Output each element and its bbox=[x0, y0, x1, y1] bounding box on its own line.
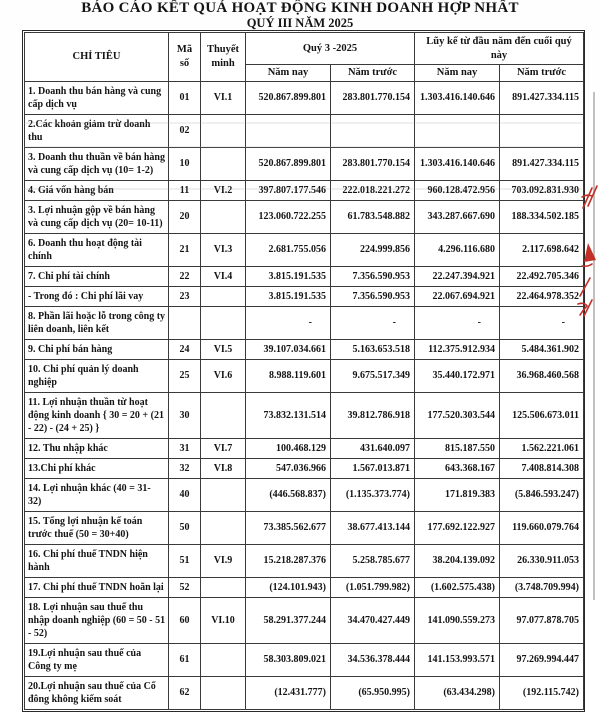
row-ytd-prior: 26.330.911.053 bbox=[500, 544, 584, 577]
row-ytd-current: 643.368.167 bbox=[415, 458, 500, 478]
table-row bbox=[25, 81, 584, 114]
row-note bbox=[201, 392, 246, 438]
header-cumulative-group: Lũy kế từ đầu năm đến cuối quý này bbox=[415, 33, 584, 65]
row-code: 51 bbox=[169, 544, 201, 577]
row-ytd-prior: 7.408.814.308 bbox=[500, 458, 584, 478]
row-note: VI.6 bbox=[201, 359, 246, 392]
table-row bbox=[25, 511, 584, 544]
row-label: 16. Chi phí thuế TNDN hiện hành bbox=[25, 544, 169, 577]
row-label: 3. Doanh thu thuần về bán hàng và cung cấp dịch vụ (10= 1-2) bbox=[25, 147, 169, 180]
row-quarter-current: 2.681.755.056 bbox=[246, 233, 331, 266]
row-quarter-current: 547.036.966 bbox=[246, 458, 331, 478]
row-ytd-current bbox=[415, 114, 500, 147]
row-ytd-current: 815.187.550 bbox=[415, 438, 500, 458]
row-ytd-prior: (192.115.742) bbox=[500, 676, 584, 709]
table-row bbox=[25, 266, 584, 286]
row-quarter-prior: 1.567.013.871 bbox=[331, 458, 415, 478]
row-ytd-current: 141.153.993.571 bbox=[415, 643, 500, 676]
row-quarter-current: 8.988.119.601 bbox=[246, 359, 331, 392]
row-quarter-prior bbox=[331, 114, 415, 147]
row-quarter-current: (12.431.777) bbox=[246, 676, 331, 709]
row-label: 8. Phần lãi hoặc lỗ trong công ty liên doanh, liên kết bbox=[25, 306, 169, 339]
row-note bbox=[201, 147, 246, 180]
row-ytd-current: 343.287.667.690 bbox=[415, 200, 500, 233]
row-ytd-prior: (3.748.709.994) bbox=[500, 577, 584, 597]
row-quarter-prior: (1.051.799.982) bbox=[331, 577, 415, 597]
row-note: VI.7 bbox=[201, 438, 246, 458]
row-quarter-current: (124.101.943) bbox=[246, 577, 331, 597]
row-label: 1. Doanh thu bán hàng và cung cấp dịch vụ bbox=[25, 81, 169, 114]
row-label: 9. Chi phí bán hàng bbox=[25, 339, 169, 359]
row-code: 32 bbox=[169, 458, 201, 478]
row-note: VI.10 bbox=[201, 597, 246, 643]
row-quarter-current: 520.867.899.801 bbox=[246, 147, 331, 180]
row-label: 20.Lợi nhuận sau thuế của Cổ đông không kiểm soát bbox=[25, 676, 169, 709]
table-row bbox=[25, 147, 584, 180]
row-quarter-prior: 61.783.548.882 bbox=[331, 200, 415, 233]
row-label: 12. Thu nhập khác bbox=[25, 438, 169, 458]
row-code: 50 bbox=[169, 511, 201, 544]
row-quarter-prior: 431.640.097 bbox=[331, 438, 415, 458]
row-label: 4. Giá vốn hàng bán bbox=[25, 180, 169, 200]
row-quarter-prior: 38.677.413.144 bbox=[331, 511, 415, 544]
row-ytd-current: 22.067.694.921 bbox=[415, 286, 500, 306]
row-ytd-prior: 36.968.460.568 bbox=[500, 359, 584, 392]
table-row bbox=[25, 286, 584, 306]
row-code: 23 bbox=[169, 286, 201, 306]
table-row bbox=[25, 180, 584, 200]
row-note bbox=[201, 676, 246, 709]
row-ytd-prior: 2.117.698.642 bbox=[500, 233, 584, 266]
row-quarter-current: 73.832.131.514 bbox=[246, 392, 331, 438]
row-quarter-current: (446.568.837) bbox=[246, 478, 331, 511]
row-label: 18. Lợi nhuận sau thuế thu nhập doanh nghiệp (60 = 50 - 51 - 52) bbox=[25, 597, 169, 643]
header-cumulative-nam-truoc: Năm trước bbox=[500, 65, 584, 82]
row-ytd-current: 177.520.303.544 bbox=[415, 392, 500, 438]
row-code: 20 bbox=[169, 200, 201, 233]
row-quarter-prior: 39.812.786.918 bbox=[331, 392, 415, 438]
header-ma-so: Mã số bbox=[169, 33, 201, 82]
row-ytd-prior: 125.506.673.011 bbox=[500, 392, 584, 438]
row-ytd-current: 177.692.122.927 bbox=[415, 511, 500, 544]
header-chi-tieu: CHỈ TIÊU bbox=[25, 33, 169, 82]
row-ytd-prior: 22.464.978.352 bbox=[500, 286, 584, 306]
row-quarter-prior: 9.675.517.349 bbox=[331, 359, 415, 392]
scan-streak bbox=[24, 146, 582, 148]
report-title: BÁO CÁO KẾT QUẢ HOẠT ĐỘNG KINH DOANH HỢP NHẤT bbox=[81, 0, 519, 16]
row-label: 6. Doanh thu hoạt động tài chính bbox=[25, 233, 169, 266]
table-row bbox=[25, 676, 584, 709]
table-row bbox=[25, 339, 584, 359]
row-ytd-current: (1.602.575.438) bbox=[415, 577, 500, 597]
row-ytd-current: 4.296.116.680 bbox=[415, 233, 500, 266]
row-quarter-prior: 34.536.378.444 bbox=[331, 643, 415, 676]
row-ytd-prior: - bbox=[500, 306, 584, 339]
row-code: 01 bbox=[169, 81, 201, 114]
scan-streak bbox=[24, 188, 582, 190]
row-note bbox=[201, 643, 246, 676]
row-note: VI.8 bbox=[201, 458, 246, 478]
row-ytd-current: 35.440.172.971 bbox=[415, 359, 500, 392]
table-row bbox=[25, 577, 584, 597]
row-label: 3. Lợi nhuận gộp về bán hàng và cung cấp dịch vụ (20= 10-11) bbox=[25, 200, 169, 233]
row-quarter-prior: 5.163.653.518 bbox=[331, 339, 415, 359]
row-ytd-current: 171.819.383 bbox=[415, 478, 500, 511]
row-ytd-prior: 703.092.831.930 bbox=[500, 180, 584, 200]
table-body bbox=[25, 81, 584, 709]
row-quarter-current: - bbox=[246, 306, 331, 339]
row-ytd-current: 141.090.559.273 bbox=[415, 597, 500, 643]
table-row bbox=[25, 233, 584, 266]
table-row bbox=[25, 359, 584, 392]
row-code: 11 bbox=[169, 180, 201, 200]
table-header bbox=[25, 33, 584, 82]
row-note: VI.2 bbox=[201, 180, 246, 200]
row-label: 7. Chi phí tài chính bbox=[25, 266, 169, 286]
row-quarter-prior: 283.801.770.154 bbox=[331, 147, 415, 180]
row-note bbox=[201, 200, 246, 233]
row-code: 25 bbox=[169, 359, 201, 392]
row-ytd-prior: (5.846.593.247) bbox=[500, 478, 584, 511]
table-row bbox=[25, 478, 584, 511]
row-quarter-prior: 7.356.590.953 bbox=[331, 286, 415, 306]
row-quarter-prior: 7.356.590.953 bbox=[331, 266, 415, 286]
row-ytd-prior: 5.484.361.902 bbox=[500, 339, 584, 359]
header-quarter-nam-nay: Năm nay bbox=[246, 65, 331, 82]
header-thuyet-minh: Thuyết minh bbox=[201, 33, 246, 82]
row-ytd-prior: 119.660.079.764 bbox=[500, 511, 584, 544]
row-label: 15. Tổng lợi nhuận kế toán trước thuế (50 = 30+40) bbox=[25, 511, 169, 544]
row-code: 30 bbox=[169, 392, 201, 438]
row-ytd-prior: 22.492.705.346 bbox=[500, 266, 584, 286]
row-label: 13.Chi phí khác bbox=[25, 458, 169, 478]
row-quarter-current bbox=[246, 114, 331, 147]
row-ytd-prior: 188.334.502.185 bbox=[500, 200, 584, 233]
row-note bbox=[201, 511, 246, 544]
row-quarter-current: 58.291.377.244 bbox=[246, 597, 331, 643]
row-note: VI.5 bbox=[201, 339, 246, 359]
table-row bbox=[25, 438, 584, 458]
row-quarter-prior: 224.999.856 bbox=[331, 233, 415, 266]
report-subtitle: QUÝ III NĂM 2025 bbox=[246, 16, 354, 30]
row-quarter-prior: (1.135.373.774) bbox=[331, 478, 415, 511]
row-ytd-current: 960.128.472.956 bbox=[415, 180, 500, 200]
row-quarter-current: 520.867.899.801 bbox=[246, 81, 331, 114]
row-label: 19.Lợi nhuận sau thuế của Công ty mẹ bbox=[25, 643, 169, 676]
row-ytd-prior: 1.562.221.061 bbox=[500, 438, 584, 458]
row-label: 10. Chi phí quản lý doanh nghiệp bbox=[25, 359, 169, 392]
table-row bbox=[25, 544, 584, 577]
header-cumulative-nam-nay: Năm nay bbox=[415, 65, 500, 82]
row-note: VI.3 bbox=[201, 233, 246, 266]
header-quarter-group: Quý 3 -2025 bbox=[246, 33, 415, 65]
row-ytd-prior: 891.427.334.115 bbox=[500, 81, 584, 114]
row-code: 62 bbox=[169, 676, 201, 709]
table-row bbox=[25, 114, 584, 147]
row-code: 61 bbox=[169, 643, 201, 676]
row-ytd-prior: 891.427.334.115 bbox=[500, 147, 584, 180]
row-label: 11. Lợi nhuận thuần từ hoạt động kinh doanh { 30 = 20 + (21 - 22) - (24 + 25) } bbox=[25, 392, 169, 438]
row-label: 2.Các khoản giảm trừ doanh thu bbox=[25, 114, 169, 147]
row-code: 24 bbox=[169, 339, 201, 359]
row-code: 40 bbox=[169, 478, 201, 511]
row-ytd-prior: 97.077.878.705 bbox=[500, 597, 584, 643]
table-row bbox=[25, 392, 584, 438]
row-code: 21 bbox=[169, 233, 201, 266]
row-code: 60 bbox=[169, 597, 201, 643]
row-ytd-current: 1.303.416.140.646 bbox=[415, 147, 500, 180]
row-quarter-current: 15.218.287.376 bbox=[246, 544, 331, 577]
row-quarter-prior: - bbox=[331, 306, 415, 339]
row-note bbox=[201, 286, 246, 306]
row-quarter-current: 3.815.191.535 bbox=[246, 286, 331, 306]
header-quarter-nam-truoc: Năm trước bbox=[331, 65, 415, 82]
row-label: - Trong đó : Chi phí lãi vay bbox=[25, 286, 169, 306]
red-pen-mark bbox=[568, 168, 600, 333]
row-code: 22 bbox=[169, 266, 201, 286]
row-code: 10 bbox=[169, 147, 201, 180]
row-quarter-prior: 5.258.785.677 bbox=[331, 544, 415, 577]
row-quarter-current: 3.815.191.535 bbox=[246, 266, 331, 286]
row-code: 02 bbox=[169, 114, 201, 147]
income-statement-table-frame bbox=[22, 30, 585, 712]
income-statement-table bbox=[24, 32, 584, 710]
table-row bbox=[25, 458, 584, 478]
row-ytd-current: 1.303.416.140.646 bbox=[415, 81, 500, 114]
row-quarter-current: 397.807.177.546 bbox=[246, 180, 331, 200]
row-ytd-current: 38.204.139.092 bbox=[415, 544, 500, 577]
table-row bbox=[25, 306, 584, 339]
row-note: VI.1 bbox=[201, 81, 246, 114]
row-quarter-current: 123.060.722.255 bbox=[246, 200, 331, 233]
row-quarter-prior: 34.470.427.449 bbox=[331, 597, 415, 643]
row-ytd-prior bbox=[500, 114, 584, 147]
row-quarter-current: 39.107.034.661 bbox=[246, 339, 331, 359]
row-code: 52 bbox=[169, 577, 201, 597]
row-note: VI.9 bbox=[201, 544, 246, 577]
row-quarter-current: 100.468.129 bbox=[246, 438, 331, 458]
scan-streak bbox=[24, 122, 582, 124]
row-note bbox=[201, 478, 246, 511]
row-ytd-current: 112.375.912.934 bbox=[415, 339, 500, 359]
table-row bbox=[25, 643, 584, 676]
row-note bbox=[201, 306, 246, 339]
row-code bbox=[169, 306, 201, 339]
row-code: 31 bbox=[169, 438, 201, 458]
row-quarter-current: 58.303.809.021 bbox=[246, 643, 331, 676]
row-note: VI.4 bbox=[201, 266, 246, 286]
row-label: 14. Lợi nhuận khác (40 = 31- 32) bbox=[25, 478, 169, 511]
row-quarter-prior: 283.801.770.154 bbox=[331, 81, 415, 114]
row-ytd-current: (63.434.298) bbox=[415, 676, 500, 709]
row-note bbox=[201, 577, 246, 597]
row-quarter-prior: 222.018.221.272 bbox=[331, 180, 415, 200]
row-ytd-current: 22.247.394.921 bbox=[415, 266, 500, 286]
row-note bbox=[201, 114, 246, 147]
row-quarter-prior: (65.950.995) bbox=[331, 676, 415, 709]
row-label: 17. Chi phí thuế TNDN hoãn lại bbox=[25, 577, 169, 597]
table-row bbox=[25, 597, 584, 643]
row-ytd-prior: 97.269.994.447 bbox=[500, 643, 584, 676]
row-ytd-current: - bbox=[415, 306, 500, 339]
row-quarter-current: 73.385.562.677 bbox=[246, 511, 331, 544]
table-row bbox=[25, 200, 584, 233]
